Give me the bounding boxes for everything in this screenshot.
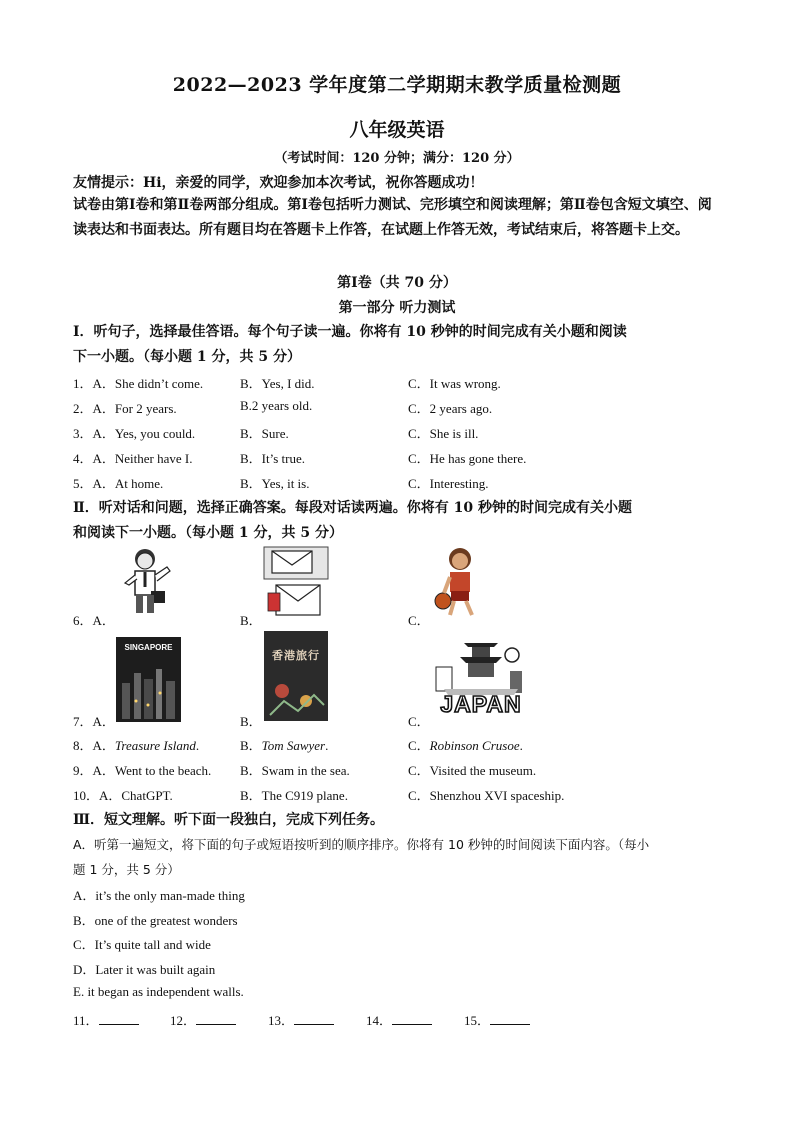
ordering-option-b: B．one of the greatest wonders [73, 913, 238, 928]
q5-option-c: C．Interesting. [408, 476, 489, 491]
blank-15-label: 15． [464, 1013, 491, 1028]
singapore-cover-text: SINGAPORE [124, 643, 173, 652]
q2-option-a: 2．A．For 2 years. [73, 401, 177, 416]
blank-13-line[interactable] [294, 1012, 334, 1025]
blank-11-line[interactable] [99, 1012, 139, 1025]
hongkong-cover-text: 香港旅行 [272, 649, 320, 662]
q9-option-b: B．Swam in the sea. [240, 763, 350, 778]
answer-blank-13[interactable] [268, 1010, 334, 1029]
q4-option-b: B．It’s true. [240, 451, 305, 466]
q8-b-text: Tom Sawyer [261, 738, 326, 753]
exam-info: （考试时间：120 分钟；满分：120 分） [274, 151, 520, 166]
section1-instruction-cont: 下一小题。（每小题 1 分，共 5 分） [73, 349, 301, 365]
blank-14-label: 14． [366, 1013, 393, 1028]
q8-b-dot: . [325, 738, 329, 753]
section1-instruction: Ⅰ．听句子，选择最佳答语。每个句子读一遍。你将有 10 秒钟的时间完成有关小题和阅读 [73, 324, 627, 340]
blank-13-label: 13． [268, 1013, 295, 1028]
q4-option-a: 4．A．Neither have I. [73, 451, 193, 466]
blank-12-label: 12． [170, 1013, 197, 1028]
q9-option-c: C．Visited the museum. [408, 763, 537, 778]
q8-option-c [408, 735, 523, 754]
task-a-instruction-cont: 题 1 分，共 5 分） [73, 862, 180, 877]
q2-option-c: C．2 years ago. [408, 401, 493, 416]
q3-option-b: B．Sure. [240, 426, 289, 441]
japan-image [430, 633, 532, 723]
q5-option-b: B．Yes, it is. [240, 476, 310, 491]
businessman-image [115, 545, 180, 617]
q9-option-a: 9．A．Went to the beach. [73, 763, 212, 778]
q10-option-a: 10．A．ChatGPT. [73, 788, 173, 803]
q10-option-b: B．The C919 plane. [240, 788, 348, 803]
exam-title: 2022—2023 学年度第二学期期末教学质量检测题 [172, 74, 622, 96]
singapore-book-image [116, 637, 181, 722]
q3-option-c: C．She is ill. [408, 426, 479, 441]
q8-b-prefix: B． [240, 738, 262, 753]
hongkong-book-image [264, 631, 328, 721]
ordering-option-c: C．It’s quite tall and wide [73, 937, 211, 952]
q3-option-a: 3．A．Yes, you could. [73, 426, 196, 441]
q8-a-text: Treasure Island [114, 738, 196, 753]
blank-14-line[interactable] [392, 1012, 432, 1025]
q5-option-a: 5．A．At home. [73, 476, 164, 491]
q8-option-a [73, 735, 199, 754]
ordering-option-e: E. it began as independent walls. [73, 984, 244, 999]
answer-blank-11[interactable] [73, 1010, 139, 1029]
ordering-option-a: A．it’s the only man-made thing [73, 888, 245, 903]
q1-option-a: 1．A．She didn’t come. [73, 376, 204, 391]
japan-cover-text: JAPAN [440, 691, 522, 717]
section2-instruction-cont: 和阅读下一小题。（每小题 1 分，共 5 分） [73, 525, 343, 541]
answer-blank-12[interactable] [170, 1010, 236, 1029]
section2-instruction: Ⅱ．听对话和问题，选择正确答案。每段对话读两遍。你将有 10 秒钟的时间完成有关小题 [73, 500, 633, 516]
q4-option-c: C．He has gone there. [408, 451, 527, 466]
instructions: 试卷由第Ⅰ卷和第Ⅱ卷两部分组成。第Ⅰ卷包括听力测试、完形填空和阅读理解；第Ⅱ卷包含短文填空、阅读表达和书面表达。所有题目均在答题卡上作答，在试题上作答无效，考试结束后，将答题卡上交。 [73, 197, 712, 238]
section3-heading: Ⅲ．短文理解。听下面一段独白，完成下列任务。 [73, 812, 385, 828]
q8-c-text: Robinson Crusoe [429, 738, 520, 753]
letters-image [262, 545, 330, 620]
q8-a-dot: . [195, 738, 200, 753]
q1-option-c: C．It was wrong. [408, 376, 501, 391]
answer-blank-15[interactable] [464, 1010, 530, 1029]
blank-15-line[interactable] [490, 1012, 530, 1025]
exam-subject: 八年级英语 [349, 119, 445, 141]
q8-option-b [240, 735, 328, 754]
q8-c-dot: . [519, 738, 523, 753]
part1-heading: 第一部分 听力测试 [338, 300, 456, 316]
q6-option-b: B． [240, 613, 262, 628]
basketball-player-image [430, 545, 490, 620]
q1-option-b: B．Yes, I did. [240, 376, 315, 391]
blank-11-label: 11． [73, 1013, 99, 1028]
q2-option-b: B.2 years old. [240, 398, 313, 413]
answer-blank-14[interactable] [366, 1010, 432, 1029]
q7-option-c: C． [408, 714, 430, 729]
greeting: 友情提示：Hi，亲爱的同学，欢迎参加本次考试，祝你答题成功！ [73, 175, 484, 191]
q8-number: 8．A． [73, 738, 115, 753]
q6-option-a: 6．A． [73, 613, 115, 628]
q7-option-b: B． [240, 714, 262, 729]
task-a-instruction: A．听第一遍短文，将下面的句子或短语按听到的顺序排序。你将有 10 秒钟的时间阅读下面内容。（每小 [73, 837, 650, 852]
q6-option-c: C． [408, 613, 430, 628]
blank-12-line[interactable] [196, 1012, 236, 1025]
q10-option-c: C．Shenzhou XVI spaceship. [408, 788, 565, 803]
volume1-heading: 第Ⅰ卷（共 70 分） [337, 275, 457, 291]
q8-c-prefix: C． [408, 738, 430, 753]
q7-option-a: 7．A． [73, 714, 115, 729]
ordering-option-d: D．Later it was built again [73, 962, 216, 977]
